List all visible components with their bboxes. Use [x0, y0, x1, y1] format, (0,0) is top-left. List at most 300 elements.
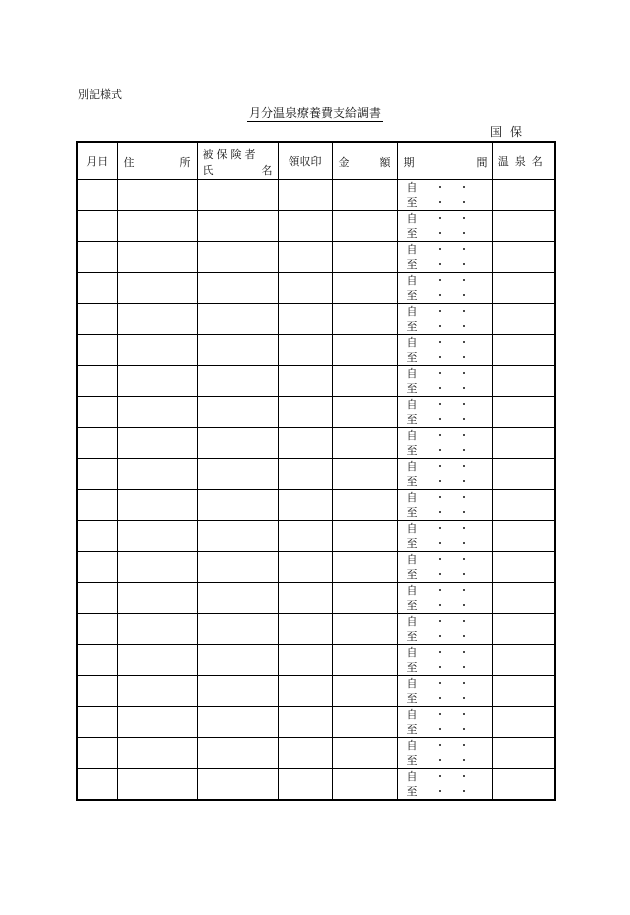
cell-insured-name[interactable] [197, 583, 278, 614]
date-separator: ・ [458, 212, 470, 225]
period-from-label: 自 [406, 708, 418, 721]
cell-insured-name[interactable] [197, 242, 278, 273]
cell-date[interactable] [77, 366, 117, 397]
cell-receipt-seal[interactable] [278, 552, 332, 583]
date-separator: ・ [434, 723, 446, 736]
cell-date[interactable] [77, 459, 117, 490]
cell-receipt-seal[interactable] [278, 769, 332, 801]
cell-amount[interactable] [332, 335, 397, 366]
cell-address[interactable] [117, 738, 197, 769]
cell-period[interactable] [397, 242, 492, 273]
date-separator: ・ [458, 723, 470, 736]
cell-spa-name[interactable] [492, 459, 555, 490]
cell-insured-name[interactable] [197, 738, 278, 769]
table-row [77, 676, 555, 707]
cell-amount[interactable] [332, 676, 397, 707]
cell-date[interactable] [77, 335, 117, 366]
cell-address[interactable] [117, 397, 197, 428]
date-separator: ・ [458, 739, 470, 752]
date-separator: ・ [458, 444, 470, 457]
period-from-line [406, 336, 470, 349]
period-from-label: 自 [406, 460, 418, 473]
cell-insured-name[interactable] [197, 552, 278, 583]
date-separator: ・ [434, 491, 446, 504]
period-from-line [406, 212, 470, 225]
cell-amount[interactable] [332, 242, 397, 273]
date-separator: ・ [434, 692, 446, 705]
period-to-line [406, 320, 470, 333]
date-separator: ・ [458, 336, 470, 349]
cell-receipt-seal[interactable] [278, 366, 332, 397]
header-date: 月日 [77, 142, 117, 180]
cell-insured-name[interactable] [197, 273, 278, 304]
cell-receipt-seal[interactable] [278, 459, 332, 490]
period-to-line [406, 661, 470, 674]
cell-address[interactable] [117, 614, 197, 645]
period-to-line [406, 537, 470, 550]
table-row [77, 614, 555, 645]
table-row [77, 738, 555, 769]
period-from-line [406, 491, 470, 504]
date-separator: ・ [458, 382, 470, 395]
period-to-label: 至 [406, 444, 418, 457]
cell-amount[interactable] [332, 273, 397, 304]
cell-receipt-seal[interactable] [278, 304, 332, 335]
cell-receipt-seal[interactable] [278, 428, 332, 459]
table-row [77, 366, 555, 397]
period-from-line [406, 398, 470, 411]
cell-receipt-seal[interactable] [278, 676, 332, 707]
period-to-label: 至 [406, 413, 418, 426]
cell-date[interactable] [77, 707, 117, 738]
cell-period[interactable] [397, 645, 492, 676]
cell-spa-name[interactable] [492, 335, 555, 366]
period-to-line [406, 351, 470, 364]
cell-amount[interactable] [332, 211, 397, 242]
cell-date[interactable] [77, 552, 117, 583]
header-insured-line1: 被保険者 [202, 148, 259, 161]
period-to-line [406, 599, 470, 612]
cell-address[interactable] [117, 552, 197, 583]
date-separator: ・ [458, 584, 470, 597]
cell-period[interactable] [397, 428, 492, 459]
cell-receipt-seal[interactable] [278, 242, 332, 273]
period-to-label: 至 [406, 661, 418, 674]
cell-insured-name[interactable] [197, 490, 278, 521]
cell-date[interactable] [77, 242, 117, 273]
period-to-label: 至 [406, 568, 418, 581]
table-row [77, 769, 555, 801]
table-row [77, 397, 555, 428]
cell-address[interactable] [117, 304, 197, 335]
date-separator: ・ [458, 568, 470, 581]
cell-spa-name[interactable] [492, 707, 555, 738]
header-amount-1: 金 [338, 156, 350, 169]
cell-date[interactable] [77, 676, 117, 707]
cell-receipt-seal[interactable] [278, 583, 332, 614]
table-row [77, 459, 555, 490]
cell-receipt-seal[interactable] [278, 738, 332, 769]
period-to-label: 至 [406, 537, 418, 550]
date-separator: ・ [458, 398, 470, 411]
cell-address[interactable] [117, 769, 197, 801]
period-from-label: 自 [406, 429, 418, 442]
cell-spa-name[interactable] [492, 769, 555, 801]
date-separator: ・ [458, 196, 470, 209]
cell-spa-name[interactable] [492, 428, 555, 459]
period-from-line [406, 429, 470, 442]
cell-spa-name[interactable] [492, 552, 555, 583]
cell-receipt-seal[interactable] [278, 180, 332, 211]
date-separator: ・ [434, 382, 446, 395]
period-from-label: 自 [406, 491, 418, 504]
cell-date[interactable] [77, 490, 117, 521]
cell-insured-name[interactable] [197, 769, 278, 801]
cell-address[interactable] [117, 211, 197, 242]
cell-insured-name[interactable] [197, 707, 278, 738]
period-from-label: 自 [406, 739, 418, 752]
table-row [77, 273, 555, 304]
period-from-label: 自 [406, 646, 418, 659]
date-separator: ・ [434, 227, 446, 240]
cell-period[interactable] [397, 211, 492, 242]
cell-period[interactable] [397, 335, 492, 366]
cell-insured-name[interactable] [197, 459, 278, 490]
cell-period[interactable] [397, 397, 492, 428]
cell-amount[interactable] [332, 521, 397, 552]
cell-address[interactable] [117, 335, 197, 366]
period-from-line [406, 305, 470, 318]
period-to-label: 至 [406, 382, 418, 395]
cell-amount[interactable] [332, 645, 397, 676]
date-separator: ・ [434, 212, 446, 225]
period-from-label: 自 [406, 615, 418, 628]
cell-receipt-seal[interactable] [278, 397, 332, 428]
cell-amount[interactable] [332, 304, 397, 335]
date-separator: ・ [434, 289, 446, 302]
cell-period[interactable] [397, 769, 492, 801]
cell-amount[interactable] [332, 459, 397, 490]
date-separator: ・ [458, 274, 470, 287]
period-to-label: 至 [406, 196, 418, 209]
cell-spa-name[interactable] [492, 583, 555, 614]
cell-amount[interactable] [332, 583, 397, 614]
table-row [77, 521, 555, 552]
cell-period[interactable] [397, 676, 492, 707]
cell-insured-name[interactable] [197, 521, 278, 552]
cell-address[interactable] [117, 521, 197, 552]
cell-receipt-seal[interactable] [278, 490, 332, 521]
period-to-label: 至 [406, 723, 418, 736]
cell-insured-name[interactable] [197, 335, 278, 366]
header-insured-name [197, 142, 278, 180]
header-row [77, 142, 555, 180]
cell-insured-name[interactable] [197, 180, 278, 211]
cell-insured-name[interactable] [197, 676, 278, 707]
date-separator: ・ [458, 289, 470, 302]
header-period-2: 間 [476, 156, 488, 169]
cell-date[interactable] [77, 304, 117, 335]
cell-date[interactable] [77, 180, 117, 211]
cell-period[interactable] [397, 707, 492, 738]
date-separator: ・ [434, 320, 446, 333]
cell-address[interactable] [117, 645, 197, 676]
cell-amount[interactable] [332, 490, 397, 521]
period-from-line [406, 770, 470, 783]
date-separator: ・ [458, 181, 470, 194]
cell-address[interactable] [117, 273, 197, 304]
period-to-line [406, 754, 470, 767]
date-separator: ・ [458, 754, 470, 767]
cell-spa-name[interactable] [492, 366, 555, 397]
period-to-line [406, 413, 470, 426]
date-separator: ・ [434, 785, 446, 798]
period-to-label: 至 [406, 599, 418, 612]
date-separator: ・ [434, 770, 446, 783]
date-separator: ・ [458, 258, 470, 271]
cell-insured-name[interactable] [197, 211, 278, 242]
period-from-label: 自 [406, 305, 418, 318]
period-to-line [406, 785, 470, 798]
cell-address[interactable] [117, 490, 197, 521]
date-separator: ・ [458, 227, 470, 240]
period-to-line [406, 506, 470, 519]
table-row [77, 211, 555, 242]
date-separator: ・ [458, 785, 470, 798]
period-to-label: 至 [406, 351, 418, 364]
document-title-text: 月分温泉療養費支給調書 [248, 106, 381, 120]
cell-date[interactable] [77, 273, 117, 304]
period-to-line [406, 475, 470, 488]
date-separator: ・ [458, 460, 470, 473]
cell-spa-name[interactable] [492, 490, 555, 521]
period-from-line [406, 584, 470, 597]
date-separator: ・ [434, 181, 446, 194]
cell-period[interactable] [397, 583, 492, 614]
cell-address[interactable] [117, 428, 197, 459]
period-from-line [406, 677, 470, 690]
header-amount [332, 142, 397, 180]
cell-receipt-seal[interactable] [278, 211, 332, 242]
period-from-label: 自 [406, 584, 418, 597]
period-to-line [406, 630, 470, 643]
cell-receipt-seal[interactable] [278, 521, 332, 552]
cell-period[interactable] [397, 304, 492, 335]
date-separator: ・ [458, 429, 470, 442]
cell-address[interactable] [117, 583, 197, 614]
cell-insured-name[interactable] [197, 645, 278, 676]
date-separator: ・ [434, 336, 446, 349]
date-separator: ・ [458, 413, 470, 426]
cell-period[interactable] [397, 738, 492, 769]
date-separator: ・ [434, 398, 446, 411]
form-label: 別記様式 [78, 88, 122, 101]
period-from-label: 自 [406, 677, 418, 690]
table-row [77, 707, 555, 738]
cell-period[interactable] [397, 459, 492, 490]
cell-receipt-seal[interactable] [278, 614, 332, 645]
date-separator: ・ [458, 367, 470, 380]
header-address-2: 所 [179, 156, 191, 169]
cell-amount[interactable] [332, 552, 397, 583]
period-to-line [406, 568, 470, 581]
period-from-line [406, 243, 470, 256]
cell-insured-name[interactable] [197, 614, 278, 645]
date-separator: ・ [434, 646, 446, 659]
cell-date[interactable] [77, 645, 117, 676]
cell-spa-name[interactable] [492, 521, 555, 552]
cell-spa-name[interactable] [492, 676, 555, 707]
table-row [77, 552, 555, 583]
date-separator: ・ [434, 196, 446, 209]
period-from-label: 自 [406, 367, 418, 380]
cell-amount[interactable] [332, 180, 397, 211]
date-separator: ・ [458, 646, 470, 659]
cell-spa-name[interactable] [492, 211, 555, 242]
cell-spa-name[interactable] [492, 304, 555, 335]
period-to-label: 至 [406, 754, 418, 767]
table-row [77, 242, 555, 273]
cell-address[interactable] [117, 242, 197, 273]
cell-receipt-seal[interactable] [278, 273, 332, 304]
date-separator: ・ [434, 630, 446, 643]
cell-insured-name[interactable] [197, 366, 278, 397]
table-row [77, 335, 555, 366]
period-to-line [406, 289, 470, 302]
period-from-line [406, 367, 470, 380]
date-separator: ・ [458, 615, 470, 628]
date-separator: ・ [434, 677, 446, 690]
table-row [77, 645, 555, 676]
table-row [77, 304, 555, 335]
period-to-label: 至 [406, 785, 418, 798]
date-separator: ・ [434, 460, 446, 473]
period-to-label: 至 [406, 506, 418, 519]
date-separator: ・ [434, 258, 446, 271]
cell-amount[interactable] [332, 366, 397, 397]
period-to-line [406, 382, 470, 395]
date-separator: ・ [434, 351, 446, 364]
table-row [77, 490, 555, 521]
payment-table [76, 141, 556, 801]
cell-receipt-seal[interactable] [278, 335, 332, 366]
cell-period[interactable] [397, 366, 492, 397]
period-to-label: 至 [406, 289, 418, 302]
cell-amount[interactable] [332, 707, 397, 738]
cell-insured-name[interactable] [197, 428, 278, 459]
cell-spa-name[interactable] [492, 738, 555, 769]
cell-amount[interactable] [332, 428, 397, 459]
period-from-label: 自 [406, 398, 418, 411]
period-from-label: 自 [406, 336, 418, 349]
header-spa-name: 温泉名 [492, 142, 555, 180]
date-separator: ・ [434, 243, 446, 256]
cell-amount[interactable] [332, 769, 397, 801]
table-row [77, 428, 555, 459]
date-separator: ・ [434, 553, 446, 566]
cell-period[interactable] [397, 273, 492, 304]
cell-amount[interactable] [332, 614, 397, 645]
table-row [77, 180, 555, 211]
cell-date[interactable] [77, 583, 117, 614]
cell-address[interactable] [117, 366, 197, 397]
cell-date[interactable] [77, 521, 117, 552]
date-separator: ・ [458, 491, 470, 504]
cell-address[interactable] [117, 180, 197, 211]
header-period [397, 142, 492, 180]
cell-amount[interactable] [332, 397, 397, 428]
date-separator: ・ [434, 444, 446, 457]
cell-address[interactable] [117, 707, 197, 738]
cell-spa-name[interactable] [492, 273, 555, 304]
date-separator: ・ [458, 599, 470, 612]
date-separator: ・ [458, 537, 470, 550]
cell-address[interactable] [117, 459, 197, 490]
period-from-line [406, 739, 470, 752]
header-amount-2: 額 [379, 156, 391, 169]
cell-address[interactable] [117, 676, 197, 707]
date-separator: ・ [434, 367, 446, 380]
period-from-label: 自 [406, 181, 418, 194]
cell-spa-name[interactable] [492, 614, 555, 645]
cell-spa-name[interactable] [492, 645, 555, 676]
period-from-line [406, 522, 470, 535]
cell-amount[interactable] [332, 738, 397, 769]
period-from-label: 自 [406, 243, 418, 256]
period-to-line [406, 692, 470, 705]
cell-period[interactable] [397, 552, 492, 583]
period-from-label: 自 [406, 553, 418, 566]
date-separator: ・ [458, 708, 470, 721]
date-separator: ・ [434, 568, 446, 581]
cell-date[interactable] [77, 428, 117, 459]
header-address-1: 住 [123, 156, 135, 169]
date-separator: ・ [434, 413, 446, 426]
cell-date[interactable] [77, 738, 117, 769]
cell-period[interactable] [397, 180, 492, 211]
header-address [117, 142, 197, 180]
cell-period[interactable] [397, 490, 492, 521]
date-separator: ・ [458, 553, 470, 566]
cell-date[interactable] [77, 614, 117, 645]
table-row [77, 583, 555, 614]
date-separator: ・ [458, 692, 470, 705]
period-from-line [406, 274, 470, 287]
period-from-line [406, 553, 470, 566]
cell-date[interactable] [77, 769, 117, 801]
cell-period[interactable] [397, 614, 492, 645]
date-separator: ・ [434, 522, 446, 535]
date-separator: ・ [458, 522, 470, 535]
cell-insured-name[interactable] [197, 397, 278, 428]
date-separator: ・ [434, 537, 446, 550]
cell-period[interactable] [397, 521, 492, 552]
cell-spa-name[interactable] [492, 180, 555, 211]
cell-spa-name[interactable] [492, 242, 555, 273]
cell-spa-name[interactable] [492, 397, 555, 428]
period-to-label: 至 [406, 475, 418, 488]
cell-date[interactable] [77, 211, 117, 242]
date-separator: ・ [434, 506, 446, 519]
cell-receipt-seal[interactable] [278, 707, 332, 738]
cell-insured-name[interactable] [197, 304, 278, 335]
date-separator: ・ [434, 274, 446, 287]
cell-date[interactable] [77, 397, 117, 428]
date-separator: ・ [458, 351, 470, 364]
period-from-label: 自 [406, 274, 418, 287]
period-to-line [406, 444, 470, 457]
cell-receipt-seal[interactable] [278, 645, 332, 676]
